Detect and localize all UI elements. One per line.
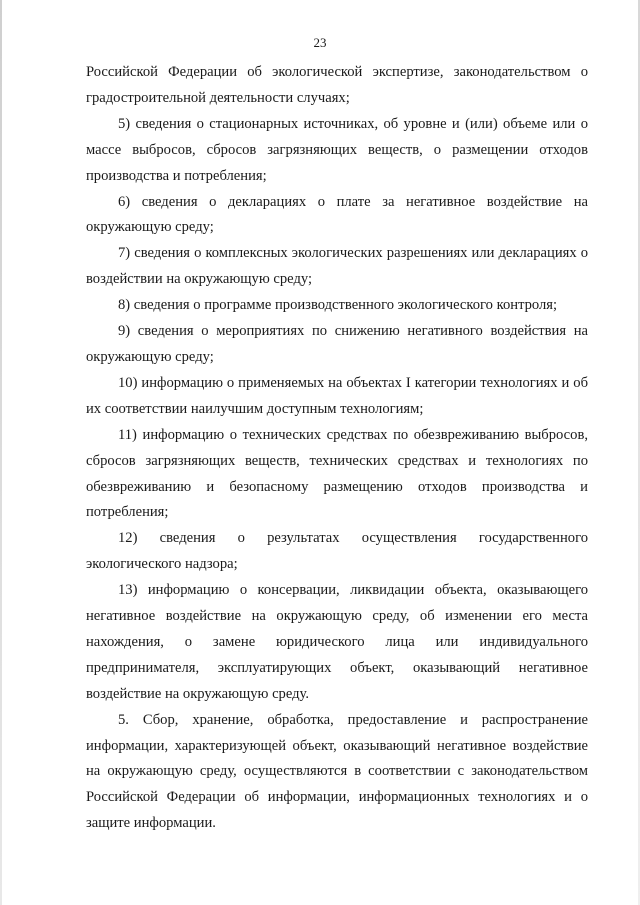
paragraph-continuation: Российской Федерации об экологической экспертизе, законодательством о градостроительной деятельности случаях; [86,64,588,106]
paragraph-section-5: 5. Сбор, хранение, обработка, предоставление и распространение информации, характеризующей объект, оказывающий негативное воздействие на окружающую среду, осуществляются в соответствии с законодательством Российской Федерации об информации, информационных технологиях и о защите информации. [86,711,588,832]
paragraph-item-13: 13) информацию о консервации, ликвидации объекта, оказывающего негативное воздействие на окружающую среду, об изменении его места нахождения, о замене юридического лица или индивидуального предпринимателя, эксплуатирующих объект, оказывающий негативное воздействие на окружающую среду. [86,582,588,702]
paragraph-item-11: 11) информацию о технических средствах по обезвреживанию выбросов, сбросов загрязняющих веществ, технических средствах и технологиях по обезвреживанию и безопасному размещению отходов производства и потребления; [86,426,588,521]
paragraph-item-8: 8) сведения о программе производственного экологического контроля; [118,297,558,314]
page-number: 23 [313,35,327,50]
scan-edge-left [0,0,2,905]
paragraph-item-10: 10) информацию о применяемых на объектах I категории технологиях и об их соответствии наилучшим доступным технологиям; [86,374,588,417]
paragraph-item-12: 12) сведения о результатах осуществления государственного экологического надзора; [86,530,588,573]
paragraph-item-9: 9) сведения о мероприятиях по снижению негативного воздействия на окружающую среду; [86,323,588,365]
paragraph-item-7: 7) сведения о комплексных экологических разрешениях или декларациях о воздействии на окружающую среду; [86,245,588,288]
paragraph-item-6: 6) сведения о декларациях о плате за негативное воздействие на окружающую среду; [86,193,588,236]
document-body [86,60,588,837]
paragraph-item-5: 5) сведения о стационарных источниках, об уровне и (или) объеме или о массе выбросов, сбросов загрязняющих веществ, о размещении отходов производства и потребления; [86,115,588,184]
